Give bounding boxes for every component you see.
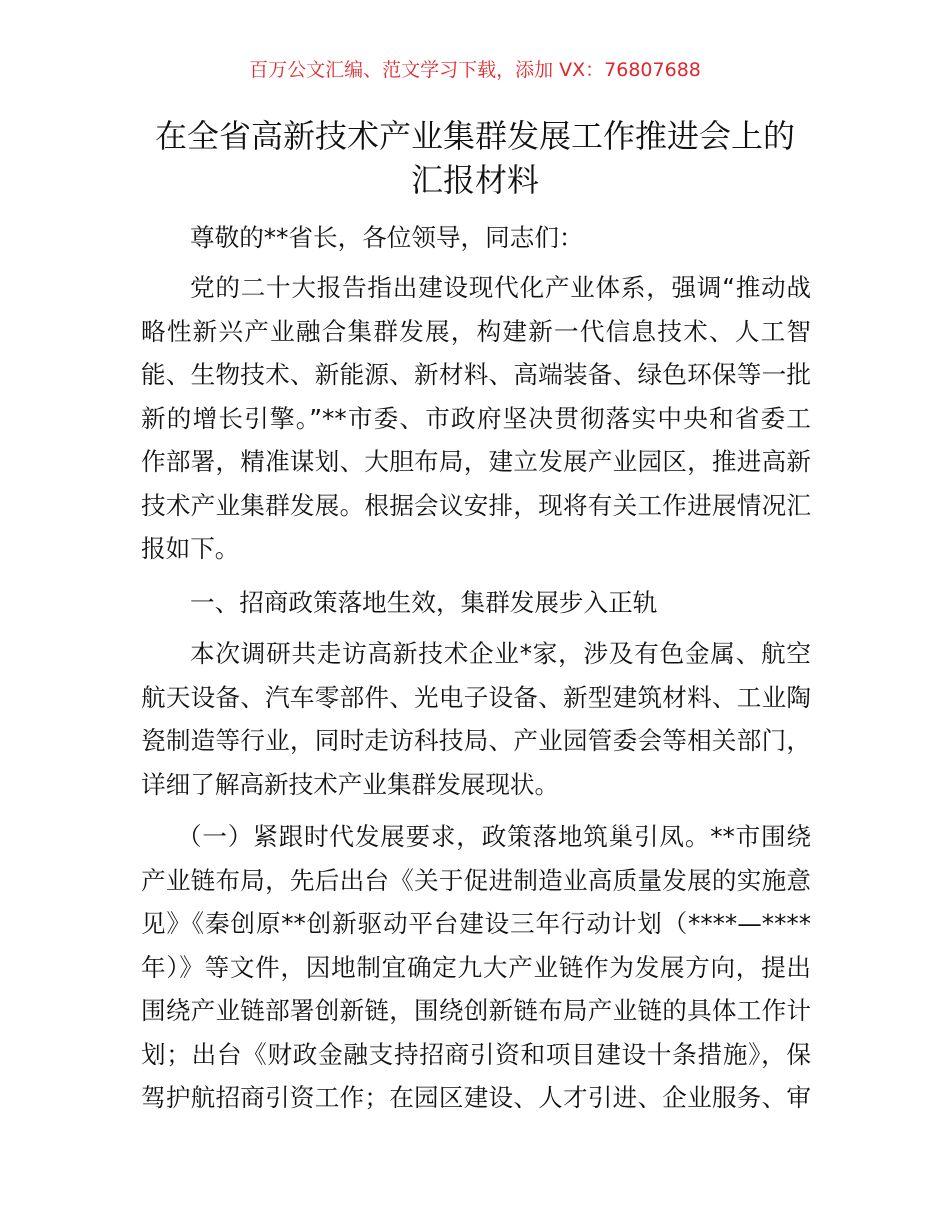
paragraph-2 — [141, 632, 811, 806]
paragraph-1 — [141, 266, 811, 571]
text-line: 航天设备、汽车零部件、光电子设备、新型建筑材料、工业陶 — [141, 682, 811, 712]
text-line: 能、生物技术、新能源、新材料、高端装备、绿色环保等一批 — [141, 360, 811, 389]
text-line: 新的增长引擎。”**市委、市政府坚决贯彻落实中央和省委工 — [141, 403, 811, 433]
text-line: 年）》等文件，因地制宜确定九大产业链作为发展方向，提出 — [141, 952, 811, 982]
text-line: 产业链布局，先后出台《关于促进制造业高质量发展的实施意 — [141, 865, 811, 895]
document-title — [0, 114, 950, 202]
paragraph-3 — [141, 815, 811, 1120]
title-line: 汇报材料 — [410, 161, 539, 199]
title-line: 在全省高新技术产业集群发展工作推进会上的 — [154, 117, 795, 155]
text-line: 驾护航招商引资工作；在园区建设、人才引进、企业服务、审 — [141, 1083, 811, 1112]
watermark-header: 百万公文汇编、范文学习下载，添加 VX：76807688 — [249, 59, 701, 81]
greeting-text: 尊敬的**省长，各位领导，同志们： — [190, 223, 584, 252]
section-heading-text: 一、招商政策落地生效，集群发展步入正轨 — [190, 588, 658, 617]
text-line: 详细了解高新技术产业集群发展现状。 — [141, 769, 560, 799]
text-line: 党的二十大报告指出建设现代化产业体系，强调“推动战 — [190, 273, 811, 302]
text-line: 见》《秦创原**创新驱动平台建设三年行动计划（****—**** — [141, 909, 811, 938]
text-line: 划；出台《财政金融支持招商引资和项目建设十条措施》，保 — [141, 1039, 811, 1069]
text-line: 围绕产业链部署创新链，围绕创新链布局产业链的具体工作计 — [141, 996, 811, 1025]
text-line: （一）紧跟时代发展要求，政策落地筑巢引凤。**市围绕 — [177, 822, 811, 851]
text-line: 技术产业集群发展。根据会议安排，现将有关工作进展情况汇 — [141, 490, 811, 520]
greeting — [141, 216, 811, 260]
text-line: 略性新兴产业融合集群发展，构建新一代信息技术、人工智 — [141, 316, 811, 346]
text-line: 瓷制造等行业，同时走访科技局、产业园管委会等相关部门， — [141, 726, 811, 755]
text-line: 本次调研共走访高新技术企业*家，涉及有色金属、航空 — [190, 639, 811, 668]
text-line: 作部署，精准谋划、大胆布局，建立发展产业园区，推进高新 — [141, 447, 811, 476]
text-line: 报如下。 — [141, 534, 240, 563]
section-heading — [141, 581, 811, 625]
